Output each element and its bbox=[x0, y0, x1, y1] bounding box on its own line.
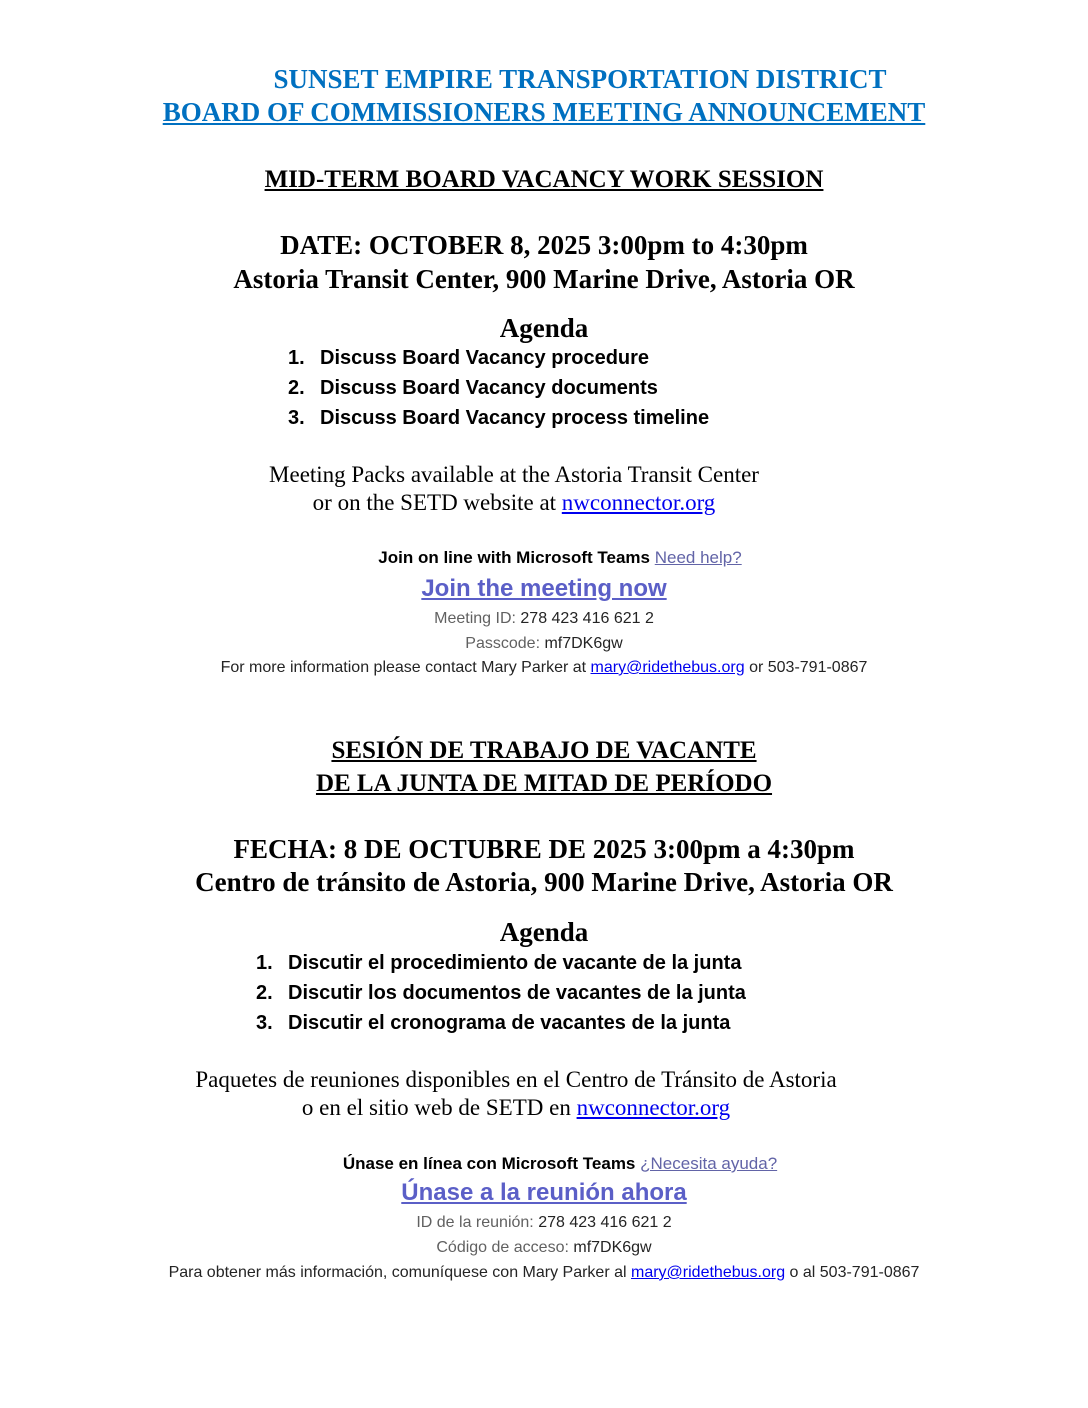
agenda-item-number: 1. bbox=[256, 952, 273, 974]
english-join-meeting-link[interactable]: Join the meeting now bbox=[421, 575, 667, 602]
spanish-agenda-heading: Agenda bbox=[499, 917, 589, 947]
spanish-contact-line bbox=[0, 1264, 1088, 1282]
english-location-line: Astoria Transit Center, 900 Marine Drive, Astoria OR bbox=[233, 264, 855, 294]
spanish-meeting-id bbox=[0, 1214, 1088, 1232]
passcode-value: mf7DK6gw bbox=[544, 635, 623, 652]
english-meeting-id bbox=[0, 610, 1088, 628]
agenda-item-text: Discuss Board Vacancy documents bbox=[320, 377, 658, 399]
meeting-id-label: Meeting ID: bbox=[434, 610, 521, 627]
meeting-id-label: ID de la reunión: bbox=[416, 1214, 539, 1231]
english-join-meeting-row bbox=[0, 575, 1088, 603]
spanish-date-line: FECHA: 8 DE OCTUBRE DE 2025 3:00pm a 4:30pm bbox=[233, 834, 855, 864]
contact-phone-text: o al 503-791-0867 bbox=[785, 1264, 920, 1281]
spanish-website-link[interactable]: nwconnector.org bbox=[576, 1095, 731, 1120]
spanish-packs-line-1: Paquetes de reuniones disponibles en el Centro de Tránsito de Astoria bbox=[195, 1067, 837, 1092]
spanish-packs-text: o en el sitio web de SETD en bbox=[301, 1095, 577, 1120]
agenda-item-number: 2. bbox=[256, 982, 273, 1004]
agenda-item-number: 1. bbox=[288, 347, 305, 369]
spanish-passcode bbox=[0, 1239, 1088, 1257]
agenda-item-text: Discutir el procedimiento de vacante de la junta bbox=[288, 952, 742, 974]
passcode-label: Código de acceso: bbox=[436, 1239, 574, 1256]
meeting-id-value: 278 423 416 621 2 bbox=[520, 610, 654, 627]
english-website-link[interactable]: nwconnector.org bbox=[561, 490, 716, 515]
contact-phone-text: or 503-791-0867 bbox=[744, 659, 868, 676]
english-passcode bbox=[0, 635, 1088, 653]
agenda-item bbox=[256, 978, 746, 1008]
contact-text: Para obtener más información, comuníquese con Mary Parker al bbox=[168, 1264, 631, 1281]
spanish-session-title-line-2: DE LA JUNTA DE MITAD DE PERÍODO bbox=[315, 770, 773, 797]
spanish-join-meeting-link[interactable]: Únase a la reunión ahora bbox=[401, 1179, 687, 1206]
spanish-teams-join-line bbox=[16, 1154, 1088, 1174]
english-contact-line bbox=[0, 659, 1088, 677]
agenda-item bbox=[256, 948, 746, 978]
english-packs-line-2 bbox=[0, 490, 1058, 516]
agenda-item-number: 3. bbox=[288, 407, 305, 429]
english-contact-email-link[interactable]: mary@ridethebus.org bbox=[590, 659, 745, 676]
header-line-1: SUNSET EMPIRE TRANSPORTATION DISTRICT bbox=[273, 64, 887, 94]
english-date-line: DATE: OCTOBER 8, 2025 3:00pm to 4:30pm bbox=[280, 230, 808, 260]
spanish-contact-email-link[interactable]: mary@ridethebus.org bbox=[631, 1264, 786, 1281]
english-packs-text: or on the SETD website at bbox=[312, 490, 562, 515]
contact-text: For more information please contact Mary Parker at bbox=[220, 659, 591, 676]
agenda-item bbox=[288, 373, 709, 403]
english-agenda-list bbox=[288, 343, 709, 433]
spanish-teams-join-text: Únase en línea con Microsoft Teams bbox=[342, 1154, 641, 1173]
english-agenda-heading: Agenda bbox=[499, 313, 589, 343]
header-line-2-text: BOARD OF COMMISSIONERS MEETING ANNOUNCEMENT bbox=[162, 97, 926, 127]
spanish-packs-line-2 bbox=[0, 1095, 1060, 1121]
spanish-join-meeting-row bbox=[0, 1179, 1088, 1207]
agenda-item bbox=[256, 1008, 746, 1038]
agenda-item-text: Discutir el cronograma de vacantes de la junta bbox=[288, 1012, 731, 1034]
meeting-id-value: 278 423 416 621 2 bbox=[538, 1214, 672, 1231]
header-line-2 bbox=[0, 97, 1088, 128]
english-session-title: MID-TERM BOARD VACANCY WORK SESSION bbox=[264, 166, 824, 193]
agenda-item-text: Discuss Board Vacancy process timeline bbox=[320, 407, 710, 429]
passcode-label: Passcode: bbox=[465, 635, 545, 652]
agenda-item bbox=[288, 343, 709, 373]
spanish-location-line: Centro de tránsito de Astoria, 900 Marine Drive, Astoria OR bbox=[195, 867, 893, 897]
english-packs-line-1: Meeting Packs available at the Astoria Transit Center bbox=[269, 462, 759, 487]
spanish-need-help-link[interactable]: ¿Necesita ayuda? bbox=[640, 1154, 778, 1173]
agenda-item bbox=[288, 403, 709, 433]
passcode-value: mf7DK6gw bbox=[573, 1239, 652, 1256]
agenda-item-number: 2. bbox=[288, 377, 305, 399]
spanish-session-title-line-1: SESIÓN DE TRABAJO DE VACANTE bbox=[331, 737, 757, 764]
spanish-agenda-list bbox=[256, 948, 746, 1038]
agenda-item-text: Discutir los documentos de vacantes de la junta bbox=[288, 982, 746, 1004]
agenda-item-number: 3. bbox=[256, 1012, 273, 1034]
english-teams-join-text: Join on line with Microsoft Teams bbox=[378, 548, 655, 567]
english-need-help-link[interactable]: Need help? bbox=[654, 548, 742, 567]
agenda-item-text: Discuss Board Vacancy procedure bbox=[320, 347, 650, 369]
english-teams-join-line bbox=[16, 548, 1088, 568]
